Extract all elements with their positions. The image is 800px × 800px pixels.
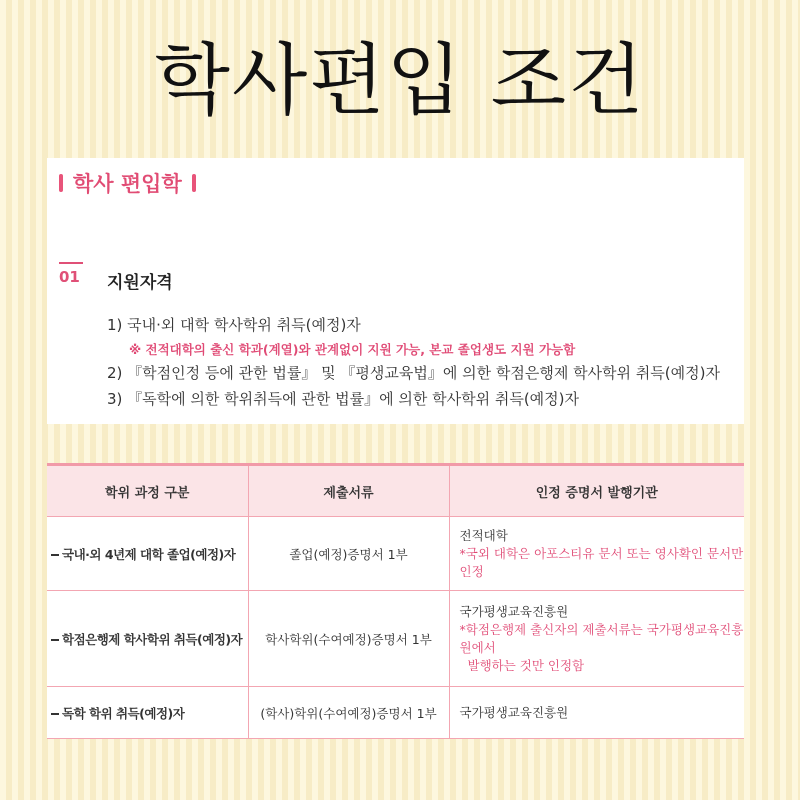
- course-cell: [47, 687, 248, 739]
- document-cell: 학사학위(수여예정)증명서 1부: [248, 591, 449, 687]
- dash-icon: [51, 639, 59, 641]
- column-header-issuer: 인정 증명서 발행기관: [449, 465, 744, 517]
- issuer-text: 국가평생교육진흥원: [459, 603, 569, 619]
- issuer-note: *학점은행제 출신자의 제출서류는 국가평생교육진흥원에서: [459, 621, 744, 655]
- issuer-text: 전적대학: [459, 527, 508, 543]
- issuer-cell: [449, 687, 744, 739]
- section-title: 학사 편입학: [73, 172, 182, 196]
- requirement-1: 1) 국내·외 대학 학사학위 취득(예정)자: [107, 316, 361, 334]
- issuer-cell: [449, 517, 744, 591]
- section-bar-left: [59, 174, 63, 192]
- item-title: 지원자격: [107, 273, 173, 293]
- document-cell: (학사)학위(수여예정)증명서 1부: [248, 687, 449, 739]
- course-cell: [47, 591, 248, 687]
- dash-icon: [51, 713, 59, 715]
- section-bar-right: [192, 174, 196, 192]
- table-row: [47, 591, 744, 687]
- column-header-course: 학위 과정 구분: [47, 465, 248, 517]
- column-header-document: 제출서류: [248, 465, 449, 517]
- table-header-row: [47, 465, 744, 517]
- documents-table: [47, 463, 744, 739]
- course-cell: [47, 517, 248, 591]
- section-label: [59, 168, 196, 198]
- document-cell: 졸업(예정)증명서 1부: [248, 517, 449, 591]
- course-text: 국내·외 4년제 대학 졸업(예정)자: [62, 546, 236, 562]
- table-row: [47, 687, 744, 739]
- dash-icon: [51, 554, 59, 556]
- page-title: 학사편입 조건: [154, 36, 646, 126]
- eligibility-panel: [47, 158, 744, 424]
- requirement-note: ※ 전적대학의 출신 학과(계열)와 관계없이 지원 가능, 본교 졸업생도 지원 가능함: [129, 342, 576, 357]
- requirement-3: 3) 『독학에 의한 학위취득에 관한 법률』에 의한 학사학위 취득(예정)자: [107, 390, 579, 408]
- course-text: 학점은행제 학사학위 취득(예정)자: [62, 631, 243, 647]
- item-number: 01: [59, 262, 83, 286]
- issuer-note: *국외 대학은 아포스티유 문서 또는 영사확인 문서만 인정: [459, 545, 744, 579]
- issuer-note-continued: 발행하는 것만 인정함: [467, 657, 585, 673]
- issuer-cell: [449, 591, 744, 687]
- requirement-2: 2) 『학점인정 등에 관한 법률』 및 『평생교육법』에 의한 학점은행제 학사학위 취득(예정)자: [107, 364, 720, 382]
- table-row: [47, 517, 744, 591]
- issuer-text: 국가평생교육진흥원: [459, 704, 569, 720]
- course-text: 독학 학위 취득(예정)자: [62, 705, 185, 721]
